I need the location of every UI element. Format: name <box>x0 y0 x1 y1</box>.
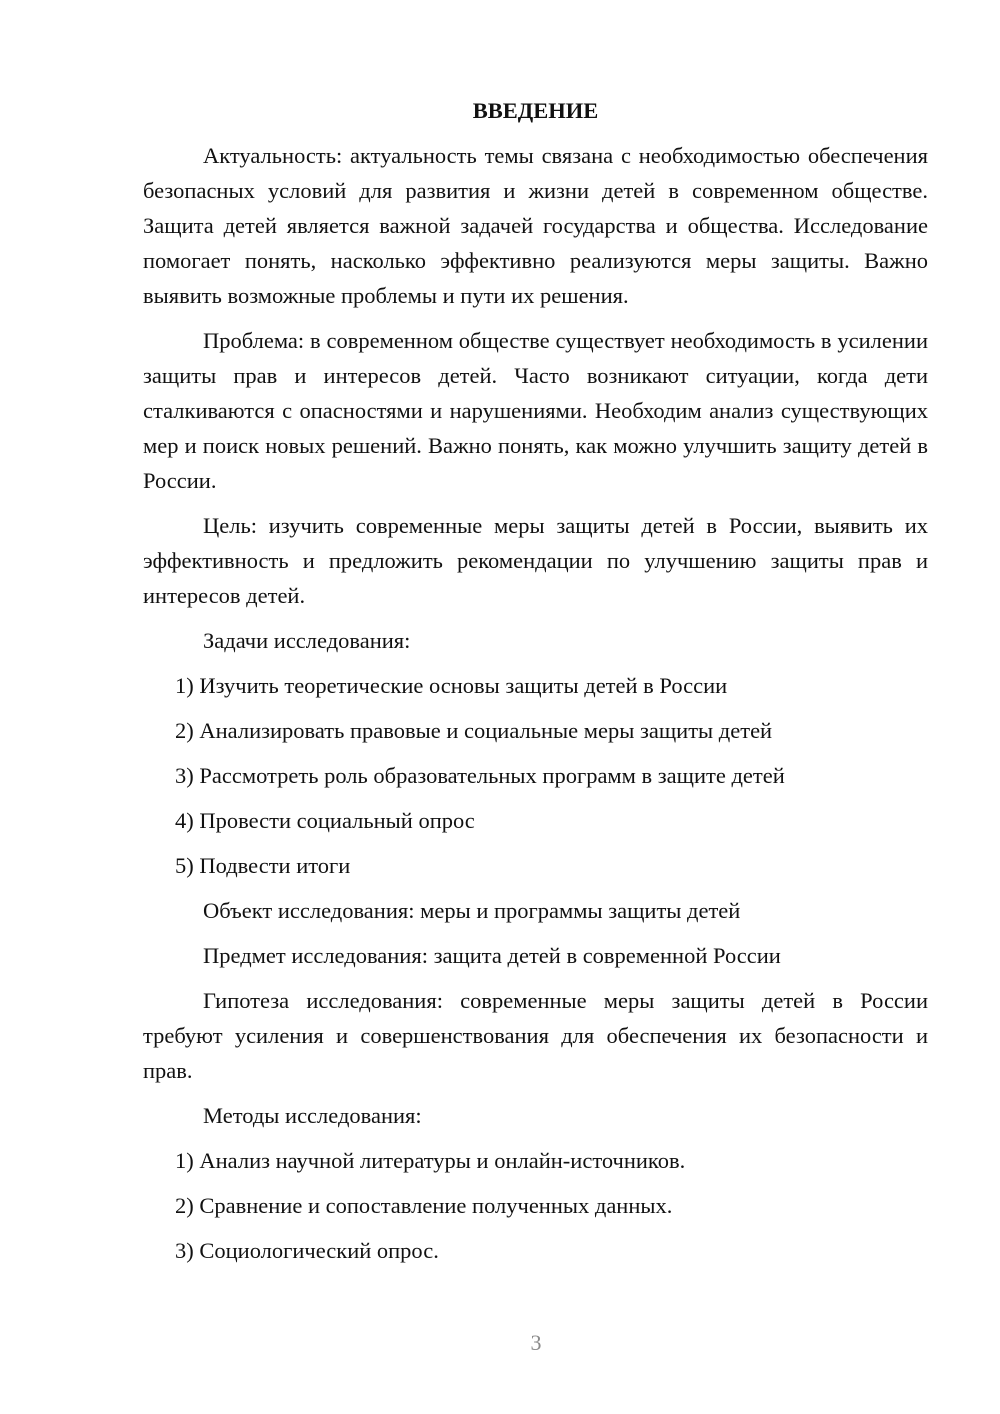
problem-paragraph: Проблема: в современном обществе существует необходимость в усилении защиты прав и интересов детей. Часто возникают ситуации, когда дети сталкиваются с опасностями и нарушениями. Необходим анализ существующих мер и поиск новых решений. Важно понять, как можно улучшить защиту детей в России. <box>143 328 928 493</box>
methods-heading: Методы исследования: <box>203 1103 422 1128</box>
task-item: 1) Изучить теоретические основы защиты детей в России <box>175 673 728 698</box>
task-item: 4) Провести социальный опрос <box>175 808 475 833</box>
page-content <box>143 93 928 1278</box>
task-item: 5) Подвести итоги <box>175 853 351 878</box>
subject-paragraph: Предмет исследования: защита детей в современной России <box>203 943 781 968</box>
method-item: 2) Сравнение и сопоставление полученных данных. <box>175 1193 673 1218</box>
task-item: 2) Анализировать правовые и социальные меры защиты детей <box>175 718 773 743</box>
hypothesis-paragraph: Гипотеза исследования: современные меры защиты детей в России требуют усиления и совершенствования для обеспечения их безопасности и прав. <box>143 988 928 1083</box>
tasks-heading: Задачи исследования: <box>203 628 411 653</box>
section-title: ВВЕДЕНИЕ <box>472 98 599 123</box>
task-item: 3) Рассмотреть роль образовательных программ в защите детей <box>175 763 785 788</box>
relevance-paragraph: Актуальность: актуальность темы связана с необходимостью обеспечения безопасных условий для развития и жизни детей в современном обществе. Защита детей является важной задачей государства и общества. Исследование помогает понять, насколько эффективно реализуются меры защиты. Важно выявить возможные проблемы и пути их решения. <box>143 143 928 308</box>
method-item: 3) Социологический опрос. <box>175 1238 439 1263</box>
object-paragraph: Объект исследования: меры и программы защиты детей <box>203 898 741 923</box>
page-number: 3 <box>530 1330 542 1355</box>
goal-paragraph: Цель: изучить современные меры защиты детей в России, выявить их эффективность и предложить рекомендации по улучшению защиты прав и интересов детей. <box>143 513 928 608</box>
method-item: 1) Анализ научной литературы и онлайн-источников. <box>175 1148 686 1173</box>
